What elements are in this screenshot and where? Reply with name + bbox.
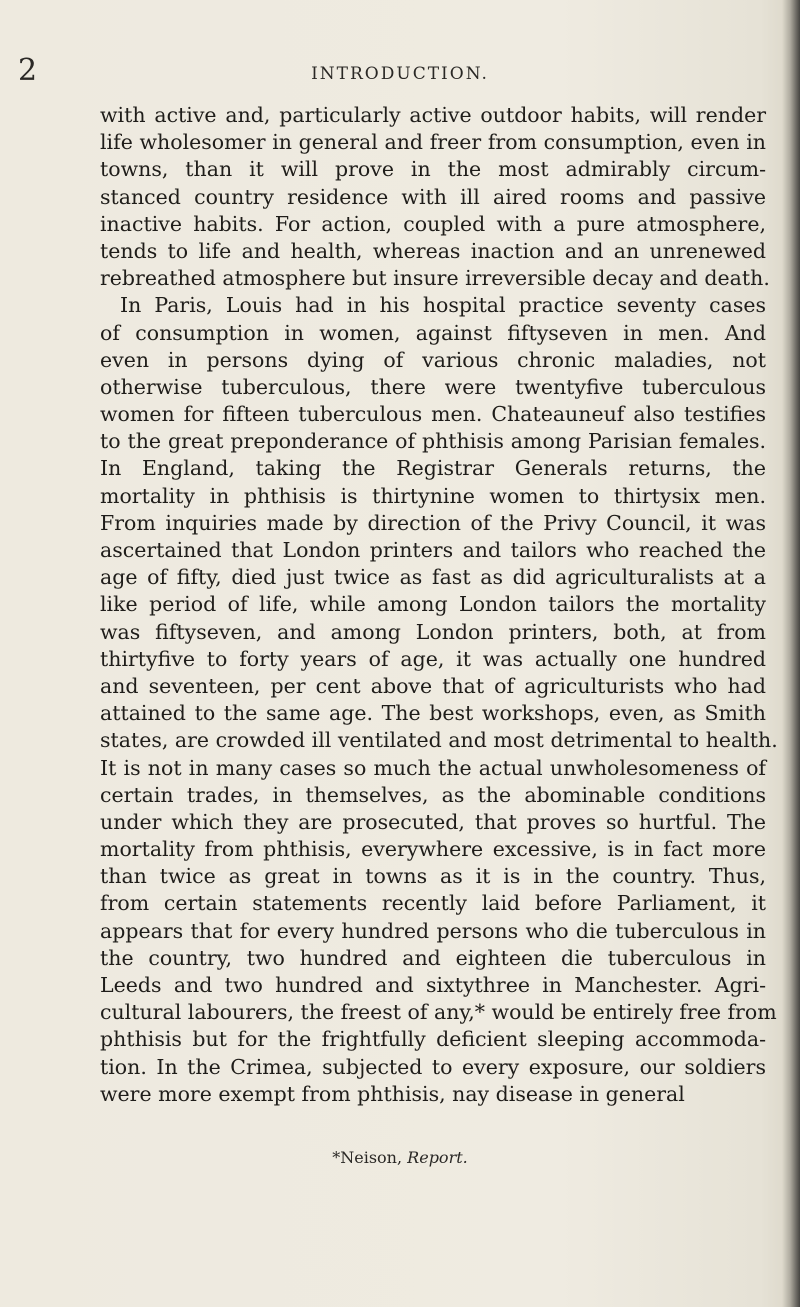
text-line: mortality in phthisis is thirtynine women to thirtysix men. xyxy=(100,483,766,508)
page-edge-shadow xyxy=(782,0,800,1307)
text-line: rebreathed atmosphere but insure irreversible decay and death. xyxy=(100,266,770,291)
text-line: certain trades, in themselves, as the abominable conditions xyxy=(100,782,766,807)
text-line: In Paris, Louis had in his hospital practice seventy cases xyxy=(120,293,766,318)
text-line: ascertained that London printers and tailors who reached the xyxy=(100,538,766,562)
text-line: were more exempt from phthisis, nay disease in general xyxy=(100,1081,685,1106)
text-line: than twice as great in towns as it is in the country. Thus, xyxy=(100,864,766,889)
text-line: inactive habits. For action, coupled with a pure atmosphere, xyxy=(100,211,766,236)
text-line: and seventeen, per cent above that of agriculturists who had xyxy=(100,673,766,698)
text-line: tion. In the Crimea, subjected to every exposure, our soldiers xyxy=(100,1054,766,1079)
footnote-author: Neison, xyxy=(340,1148,403,1167)
text-line: From inquiries made by direction of the Privy Council, it was xyxy=(100,510,766,535)
text-line: from certain statements recently laid before Parliament, it xyxy=(100,891,766,916)
text-line: cultural labourers, the freest of any,* would be entirely free from xyxy=(100,1000,777,1025)
text-line: phthisis but for the frightfully deficient sleeping accommoda- xyxy=(100,1027,766,1052)
text-line: towns, than it will prove in the most admirably circum- xyxy=(100,157,766,182)
text-line: even in persons dying of various chronic maladies, not xyxy=(100,347,766,372)
text-line: mortality from phthisis, everywhere excessive, is in fact more xyxy=(100,837,766,862)
text-line: like period of life, while among London tailors the mortality xyxy=(100,592,766,617)
text-line: of consumption in women, against fiftyseven in men. And xyxy=(100,320,766,345)
text-line: under which they are prosecuted, that proves so hurtful. The xyxy=(100,809,766,834)
text-line: In England, taking the Registrar Generals returns, the xyxy=(100,456,766,481)
text-line: age of fifty, died just twice as fast as did agriculturalists at a xyxy=(100,565,766,590)
footnote xyxy=(0,1148,800,1167)
text-line: thirtyfive to forty years of age, it was actually one hundred xyxy=(100,646,766,671)
text-line: attained to the same age. The best workshops, even, as Smith xyxy=(100,701,766,726)
text-line: life wholesomer in general and freer from consumption, even in xyxy=(100,130,766,155)
text-line: Leeds and two hundred and sixtythree in Manchester. Agri- xyxy=(100,973,766,997)
text-line: was fiftyseven, and among London printers, both, at from xyxy=(100,619,766,644)
running-head: INTRODUCTION. xyxy=(311,64,489,84)
text-line: to the great preponderance of phthisis among Parisian females. xyxy=(100,429,766,454)
text-line: otherwise tuberculous, there were twentyfive tuberculous xyxy=(100,374,766,399)
body-text xyxy=(100,102,798,1108)
page-number: 2 xyxy=(18,53,38,88)
text-line: stanced country residence with ill aired rooms and passive xyxy=(100,184,766,209)
text-line: the country, two hundred and eighteen die tuberculous in xyxy=(100,945,766,970)
text-line: women for fifteen tuberculous men. Chateauneuf also testifies xyxy=(100,402,766,427)
footnote-marker: * xyxy=(332,1148,341,1167)
text-line: tends to life and health, whereas inaction and an unrenewed xyxy=(100,238,766,263)
text-line: appears that for every hundred persons who die tuberculous in xyxy=(100,918,766,943)
text-line: with active and, particularly active outdoor habits, will render xyxy=(100,103,766,127)
text-line: states, are crowded ill ventilated and most detrimental to health. xyxy=(100,728,778,753)
footnote-work: Report. xyxy=(407,1148,468,1167)
text-line: It is not in many cases so much the actual unwholesomeness of xyxy=(100,755,766,780)
